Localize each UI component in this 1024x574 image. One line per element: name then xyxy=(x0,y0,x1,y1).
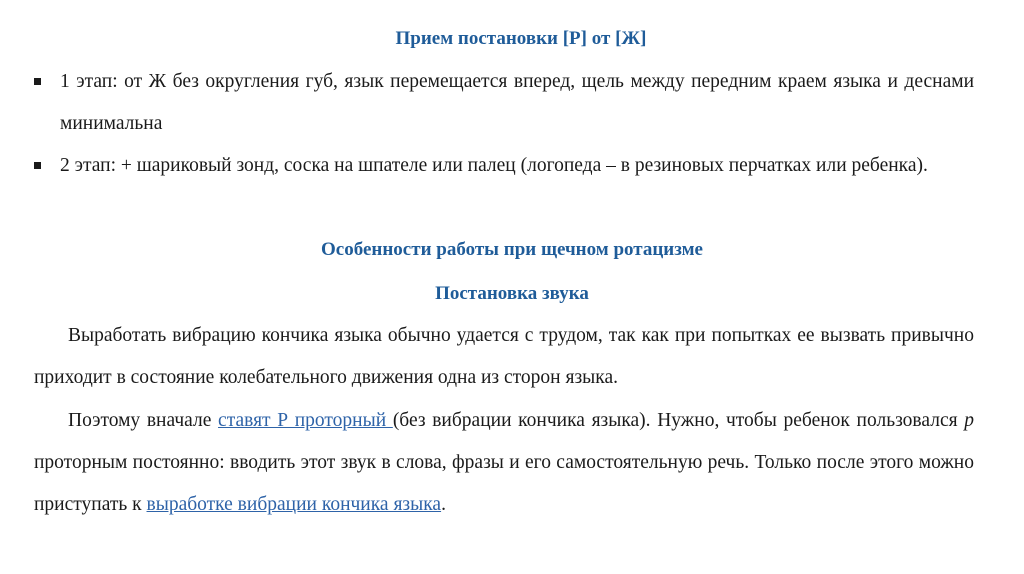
bullet-item xyxy=(34,61,974,145)
section-title: Особенности работы при щечном ротацизме xyxy=(321,239,703,260)
paragraph-text: проторным постоянно: вводить этот звук в слова, фразы и его самостоятельную речь. Только после этого можно приступать к xyxy=(34,452,974,515)
bullet-text: 2 этап: + шариковый зонд, соска на шпателе или палец (логопеда – в резиновых перчатках или ребенка). xyxy=(60,155,928,176)
link-vibration-development[interactable]: выработке вибрации кончика языка xyxy=(146,494,442,515)
square-bullet-icon xyxy=(34,162,41,169)
square-bullet-icon xyxy=(34,78,41,85)
italic-letter: р xyxy=(964,410,974,431)
bullet-text: 1 этап: от Ж без округления губ, язык перемещается вперед, щель между передним краем языка и деснами минимальна xyxy=(60,71,974,134)
paragraph xyxy=(34,400,974,526)
bullet-item xyxy=(34,145,974,187)
link-protorny-r[interactable]: ставят Р проторный xyxy=(218,410,393,431)
paragraph: Выработать вибрацию кончика языка обычно удается с трудом, так как при попытках ее вызвать привычно приходит в состояние колебательного движения одна из сторон языка. xyxy=(34,325,974,388)
paragraph-text: Поэтому вначале xyxy=(68,410,219,431)
slide-title: Прием постановки [Р] от [Ж] xyxy=(395,28,647,49)
paragraph-text: (без вибрации кончика языка). Нужно, чтобы ребенок пользовался xyxy=(392,410,965,431)
paragraph-text: . xyxy=(441,494,446,515)
section-subtitle: Постановка звука xyxy=(435,283,589,304)
